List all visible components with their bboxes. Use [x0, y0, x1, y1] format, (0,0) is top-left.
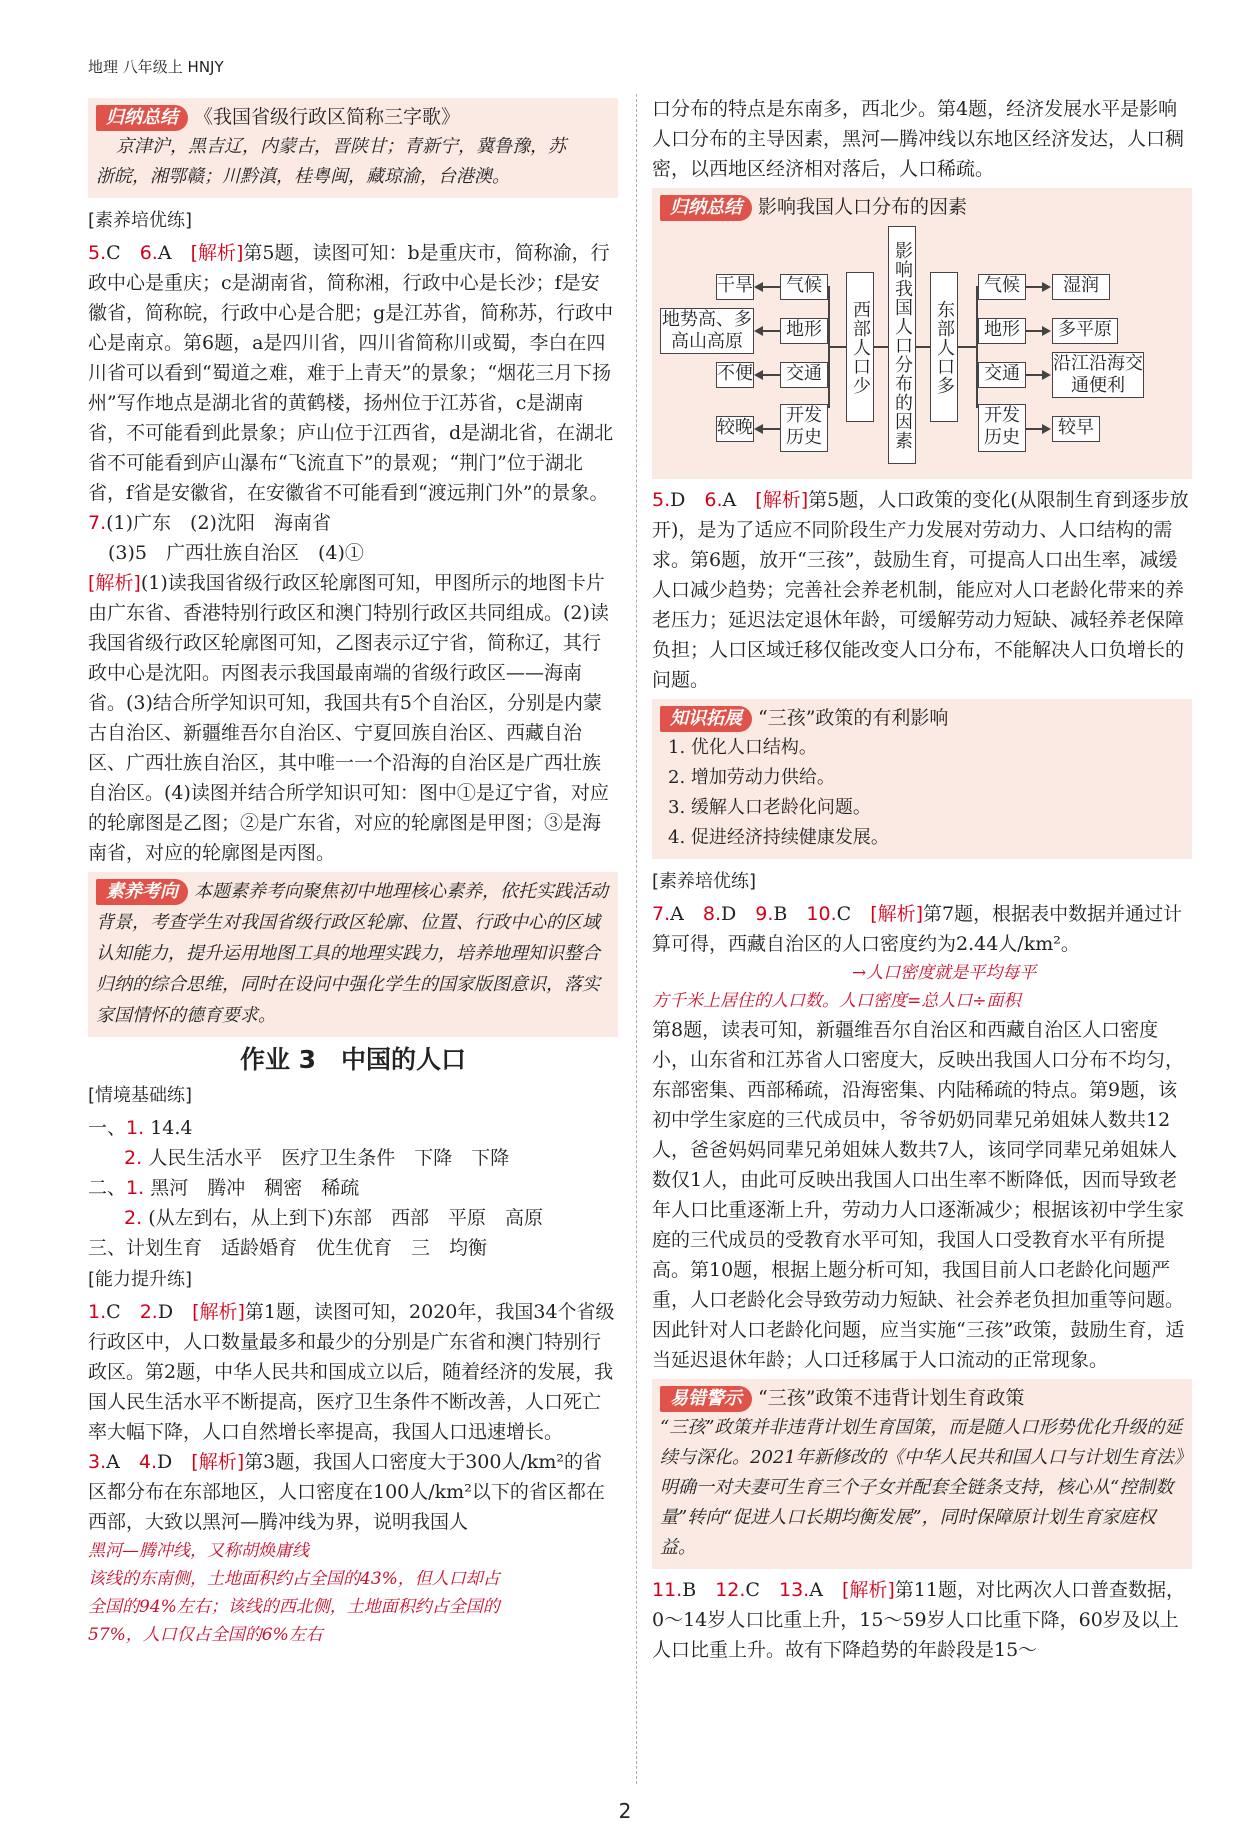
- answer-1-2: 1.C 2.D [解析]第1题，读图可知，2020年，我国34个省级行政区中，人口数量最多和最少的分别是广东省和澳门特别行政区。第2题，中华人民共和国成立以后，随着经济的发展，我国人民生活水平不断提高，医疗卫生条件不断改善，人口死亡率大幅下降，人口自然增长率提高，我国人口迅速增长。: [88, 1301, 615, 1443]
- summary-title: 《我国省级行政区简称三字歌》: [194, 106, 461, 128]
- continued-text: 口分布的特点是东南多，西北少。第4题，经济发展水平是影响人口分布的主导因素，黑河—腾冲线以东地区经济发达，人口稠密，以西地区经济相对落后，人口稀疏。: [652, 98, 1185, 180]
- handwritten-note: 该线的东南侧，土地面积约占全国的43%，但人口却占: [88, 1569, 500, 1589]
- column-divider: [636, 94, 637, 1784]
- answer-11-13: 11.B 12.C 13.A [解析]第11题，对比两次人口普查数据，0～14岁人口比重上升，15～59岁人口比重下降，60岁及以上人口比重上升。故有下降趋势的年龄段是15～: [652, 1579, 1185, 1661]
- extension-title: “三孩”政策的有利影响: [758, 707, 949, 729]
- result-w-4: 较晚: [716, 416, 754, 442]
- analysis-tag: [解析]: [191, 1451, 245, 1473]
- result-w-2: 地势高、多高山高原: [662, 309, 752, 352]
- summary-box-factors: [652, 188, 1192, 479]
- literacy-badge: 素养考向: [96, 879, 188, 905]
- section-heading: [情境基础练]: [88, 1085, 193, 1106]
- left-column: [88, 94, 618, 1649]
- handwritten-note: 方千米上居住的人口数。人口密度=总人口÷面积: [652, 991, 1021, 1011]
- factor-w-history: 开发历史: [780, 404, 828, 452]
- analysis-text: 第3题，我国人口密度大于300人/km²的省区都分布在东部地区，人口密度在100人/km²以下的省区都在西部，大致以黑河—腾冲线为界，说明我国人: [88, 1451, 605, 1533]
- analysis-text: 第5题，人口政策的变化(从限制生育到逐步放开)，是为了适应不同阶段生产力发展对劳动力、人口结构的需求。第6题，放开“三孩”，鼓励生育，可提高人口出生率，减缓人口减少趋势；完善社会养老机制，能应对人口老龄化带来的养老压力；延迟法定退休年龄，可缓解劳动力短缺、减轻养老保障负担；人口区域迁移仅能改变人口分布，不能解决人口负增长的问题。: [652, 489, 1189, 691]
- extension-item: 2. 增加劳动力供给。: [668, 767, 835, 788]
- result-e-4: 较早: [1052, 416, 1100, 442]
- diagram-east: 东部人口多: [930, 272, 958, 422]
- analysis-text: 第11题，对比两次人口普查数据，0～14岁人口比重上升，15～59岁人口比重下降，60岁及以上人口比重上升。故有下降趋势的年龄段是15～: [652, 1579, 1185, 1661]
- factor-w-climate: 气候: [780, 274, 828, 300]
- answer-5-6: 5.C 6.A [解析]第5题，读图可知：b是重庆市，简称渝，行政中心是重庆；c是湖南省，简称湘，行政中心是长沙；f是安徽省，简称皖，行政中心是合肥；g是江苏省，简称苏，行政中心是南京。第6题，a是四川省，四川省简称川或蜀，李白在四川省可以看到“蜀道之难，难于上青天”的景象；“烟花三月下扬州”写作地点是湖北省的黄鹤楼，扬州位于江苏省，c是湖南省，不可能看到此景象；庐山位于江西省，d是湖北省，在湖北省不可能看到庐山瀑布“飞流直下”的景观；“荆门”位于湖北省，f省是安徽省，在安徽省不可能看到“渡远荆门外”的景象。: [88, 242, 614, 504]
- section-heading: [素养培优练]: [88, 210, 193, 231]
- factor-w-transport: 交通: [780, 362, 828, 388]
- diagram-west: 西部人口少: [846, 272, 874, 422]
- analysis-text: 第8题，读表可知，新疆维吾尔自治区和西藏自治区人口密度小，山东省和江苏省人口密度大，反映出我国人口分布不均匀，东部密集、西部稀疏，沿海密集、内陆稀疏的特点。第9题，该初中学生家庭的三代成员中，爷爷奶奶同辈兄弟姐妹人数共12人，爸爸妈妈同辈兄弟姐妹人数共7人，该同学同辈兄弟姐妹人数仅1人，由此可反映出我国人口出生率不断降低，因而导致老年人口比重逐渐上升，劳动力人口逐渐减少；根据该初中学生家庭的三代成员的受教育水平可知，我国人口受教育水平有所提高。第10题，根据上题分析可知，我国目前人口老龄化问题严重，人口老龄化会导致劳动力短缺、社会养老负担加重等问题。因此针对人口老龄化问题，应当实施“三孩”政策，鼓励生育，适当延迟退休年龄；人口迁移属于人口流动的正常现象。: [652, 1019, 1185, 1371]
- analysis-text: 第1题，读图可知，2020年，我国34个省级行政区中，人口数量最多和最少的分别是广东省和澳门特别行政区。第2题，中华人民共和国成立以后，随着经济的发展，我国人民生活水平不断提高，医疗卫生条件不断改善，人口死亡率大幅下降，人口自然增长率提高，我国人口迅速增长。: [88, 1301, 615, 1443]
- literacy-text: 本题素养考向聚焦初中地理核心素养，依托实践活动背景，考查学生对我国省级行政区轮廓、位置、行政中心的区域认知能力，提升运用地图工具的地理实践力，培养地理知识整合归纳的综合思维，同时在设问中强化学生的国家版图意识，落实家国情怀的德育要求。: [96, 881, 608, 1026]
- extension-item: 4. 促进经济持续健康发展。: [668, 827, 889, 848]
- analysis-text: 第5题，读图可知：b是重庆市，简称渝，行政中心是重庆；c是湖南省，简称湘，行政中心是长沙；f是安徽省，简称皖，行政中心是合肥；g是江苏省，简称苏，行政中心是南京。第6题，a是四川省，四川省简称川或蜀，李白在四川省可以看到“蜀道之难，难于上青天”的景象；“烟花三月下扬州”写作地点是湖北省的黄鹤楼，扬州位于江苏省，c是湖南省，不可能看到此景象；庐山位于江西省，d是湖北省，在湖北省不可能看到庐山瀑布“飞流直下”的景观；“荆门”位于湖北省，f省是安徽省，在安徽省不可能看到“渡远荆门外”的景象。: [88, 242, 614, 504]
- answer-5-6-right: 5.D 6.A [解析]第5题，人口政策的变化(从限制生育到逐步放开)，是为了适应不同阶段生产力发展对劳动力、人口结构的需求。第6题，放开“三孩”，鼓励生育，可提高人口出生率，减缓人口减少趋势；完善社会养老机制，能应对人口老龄化带来的养老压力；延迟法定退休年龄，可缓解劳动力短缺、减轻养老保障负担；人口区域迁移仅能改变人口分布，不能解决人口负增长的问题。: [652, 489, 1189, 691]
- section-heading: [能力提升练]: [88, 1269, 193, 1290]
- fill-item: 二、1. 黑河 腾冲 稠密 稀疏: [88, 1177, 360, 1199]
- factor-e-climate: 气候: [978, 274, 1026, 300]
- summary-line: 京津沪，黑吉辽，内蒙古，晋陕甘；青新宁，冀鲁豫，苏: [116, 136, 566, 157]
- fill-item: 2. (从左到右，从上到下)东部 西部 平原 高原: [124, 1207, 544, 1229]
- analysis-tag: [解析]: [841, 1579, 895, 1601]
- handwritten-note: 57%，人口仅占全国的6%左右: [88, 1625, 323, 1645]
- extension-item: 3. 缓解人口老龄化问题。: [668, 797, 871, 818]
- analysis-tag: [解析]: [192, 1301, 245, 1323]
- factor-e-transport: 交通: [978, 362, 1026, 388]
- answer-7: 7.(1)广东 (2)沈阳 海南省: [88, 512, 331, 534]
- extension-item: 1. 优化人口结构。: [668, 737, 817, 758]
- summary-badge: 归纳总结: [660, 195, 752, 221]
- summary-box-abbreviations: [88, 98, 618, 198]
- page-header: 地理 八年级上 HNJY: [88, 58, 224, 76]
- analysis-tag: [解析]: [88, 572, 141, 594]
- fill-item: 三、计划生育 适龄婚育 优生优育 三 均衡: [88, 1237, 488, 1259]
- analysis-tag: [解析]: [190, 242, 244, 264]
- summary-title: 影响我国人口分布的因素: [758, 196, 968, 218]
- answer-7-10: 7.A 8.D 9.B 10.C [解析]第7题，根据表中数据并通过计算可得，西藏自治区的人口密度约为2.44人/km²。: [652, 903, 1183, 955]
- factor-e-terrain: 地形: [978, 318, 1026, 344]
- extension-badge: 知识拓展: [660, 706, 752, 732]
- warning-box: [652, 1379, 1192, 1569]
- factor-w-terrain: 地形: [780, 318, 828, 344]
- analysis-text: 第7题，根据表中数据并通过计算可得，西藏自治区的人口密度约为2.44人/km²。: [652, 903, 1183, 955]
- analysis-tag: [解析]: [755, 489, 809, 511]
- handwritten-note: →人口密度就是平均每平: [852, 963, 1037, 983]
- warning-text: “三孩”政策并非违背计划生育国策，而是随人口形势优化升级的延续与深化。2021年新修改的《中华人民共和国人口与计划生育法》明确一对夫妻可生育三个子女并配套全链条支持，核心从“控制数量”转向“促进人口长期均衡发展”，同时保障原计划生育家庭权益。: [660, 1417, 1183, 1558]
- analysis-text: (1)读我国省级行政区轮廓图可知，甲图所示的地图卡片由广东省、香港特别行政区和澳门特别行政区共同组成。(2)读我国省级行政区轮廓图可知，乙图表示辽宁省，简称辽，其行政中心是沈阳。丙图表示我国最南端的省级行政区——海南省。(3)结合所学知识可知，我国共有5个自治区，分别是内蒙古自治区、新疆维吾尔自治区、宁夏回族自治区、西藏自治区、广西壮族自治区，其中唯一一个沿海的自治区是广西壮族自治区。(4)读图并结合所学知识可知：图中①是辽宁省，对应的轮廓图是乙图；②是广东省，对应的轮廓图是甲图；③是海南省，对应的轮廓图是丙图。: [88, 572, 609, 864]
- answer-7-line2: (3)5 广西壮族自治区 (4)①: [108, 542, 364, 564]
- literacy-box: [88, 872, 618, 1037]
- result-e-3: 沿江沿海交通便利: [1053, 353, 1143, 396]
- extension-box: [652, 699, 1192, 859]
- result-w-1: 干旱: [716, 274, 754, 300]
- answer-7-analysis: [88, 568, 618, 868]
- summary-badge: 归纳总结: [96, 105, 188, 131]
- analysis-tag: [解析]: [870, 903, 924, 925]
- fill-item: 一、1. 14.4: [88, 1117, 193, 1139]
- handwritten-note: 全国的94%左右；该线的西北侧，土地面积约占全国的: [88, 1597, 500, 1617]
- result-w-3: 不便: [716, 362, 754, 388]
- warning-title: “三孩”政策不违背计划生育政策: [758, 1387, 1025, 1409]
- warning-badge: 易错警示: [660, 1386, 752, 1412]
- section-heading: [素养培优练]: [652, 871, 757, 892]
- result-e-1: 湿润: [1052, 274, 1110, 300]
- assignment-title: 作业 3 中国的人口: [239, 1045, 467, 1074]
- right-column: [652, 94, 1192, 1665]
- factor-e-history: 开发历史: [978, 404, 1026, 452]
- factor-diagram: [660, 224, 1184, 469]
- summary-line: 浙皖，湘鄂赣；川黔滇，桂粤闽，藏琼渝，台港澳。: [96, 166, 510, 187]
- page-number: 2: [618, 1799, 632, 1823]
- diagram-center: 影响我国人口分布的因素: [888, 226, 916, 464]
- answer-3-4: 3.A 4.D [解析]第3题，我国人口密度大于300人/km²的省区都分布在东部地区，人口密度在100人/km²以下的省区都在西部，大致以黑河—腾冲线为界，说明我国人: [88, 1451, 605, 1533]
- handwritten-note: 黑河—腾冲线，又称胡焕庸线: [88, 1541, 309, 1561]
- result-e-2: 多平原: [1052, 318, 1118, 344]
- fill-item: 2. 人民生活水平 医疗卫生条件 下降 下降: [124, 1147, 510, 1169]
